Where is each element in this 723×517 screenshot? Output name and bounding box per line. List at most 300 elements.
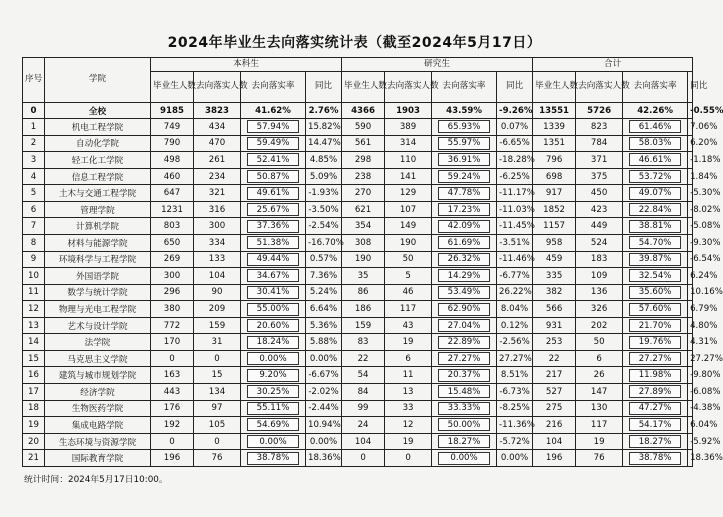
undergrad-graduates-cell: 9185: [151, 103, 194, 119]
undergrad-placed-cell: 434: [194, 119, 241, 136]
total-graduates-cell: 698: [533, 168, 576, 185]
graduate-graduates-cell: 190: [342, 251, 385, 268]
table-row: [23, 350, 693, 367]
undergrad-placed-cell: 321: [194, 185, 241, 202]
graduate-placed-cell: 107: [385, 201, 432, 218]
undergrad-rate-value: 20.60%: [247, 319, 299, 332]
total-graduates-cell: 216: [533, 417, 576, 434]
graduate-rate-cell: [432, 152, 497, 169]
total-rate-cell: [623, 218, 688, 235]
graduate-yoy-cell: -6.65%: [497, 135, 533, 152]
graduate-rate-cell: [432, 400, 497, 417]
table-row: [23, 218, 693, 235]
graduate-graduates-cell: 104: [342, 433, 385, 450]
group-header-row: [23, 58, 693, 72]
undergrad-yoy-cell: 2.76%: [306, 103, 342, 119]
total-yoy-cell: -1.18%: [688, 152, 693, 169]
total-graduates-cell: 104: [533, 433, 576, 450]
total-rate-value: 27.89%: [629, 385, 681, 398]
graduate-placed-cell: 50: [385, 251, 432, 268]
row-seq: 19: [23, 417, 45, 434]
row-college-name: 数学与统计学院: [45, 284, 151, 301]
total-graduates-cell: 382: [533, 284, 576, 301]
total-placed-cell: 450: [576, 185, 623, 202]
graduate-placed-cell: 141: [385, 168, 432, 185]
table-row: [23, 301, 693, 318]
total-rate-value: 47.27%: [629, 402, 681, 415]
total-rate-cell: [623, 317, 688, 334]
total-graduates-cell: 931: [533, 317, 576, 334]
total-rate-value: 35.60%: [629, 286, 681, 299]
total-placed-cell: 449: [576, 218, 623, 235]
total-yoy-cell: 4.31%: [688, 334, 693, 351]
undergrad-rate-value: 25.67%: [247, 203, 299, 216]
total-placed-cell: 326: [576, 301, 623, 318]
row-college-name: 生态环境与资源学院: [45, 433, 151, 450]
row-college-name: 自动化学院: [45, 135, 151, 152]
undergrad-graduates-cell: 170: [151, 334, 194, 351]
undergrad-placed-cell: 134: [194, 384, 241, 401]
undergrad-graduates-cell: 650: [151, 234, 194, 251]
undergrad-rate-cell: [241, 152, 306, 169]
total-yoy-cell: 18.36%: [688, 450, 693, 467]
table-row-all-school: [23, 103, 693, 119]
graduate-rate-value: 59.24%: [438, 170, 490, 183]
row-seq: 0: [23, 103, 45, 119]
undergrad-yoy-cell: -2.02%: [306, 384, 342, 401]
total-placed-cell: 423: [576, 201, 623, 218]
total-yoy-header: 同比: [688, 72, 693, 103]
undergrad-graduates-cell: 0: [151, 433, 194, 450]
undergrad-rate-cell: [241, 450, 306, 467]
total-rate-value: 11.98%: [629, 369, 681, 382]
undergrad-placed-cell: 90: [194, 284, 241, 301]
graduate-graduates-cell: 54: [342, 367, 385, 384]
undergrad-placed-cell: 0: [194, 433, 241, 450]
undergrad-yoy-cell: 5.88%: [306, 334, 342, 351]
total-rate-cell: [623, 350, 688, 367]
undergrad-rate-cell: [241, 251, 306, 268]
undergrad-group-header: 本科生: [151, 58, 342, 72]
graduate-placed-cell: 149: [385, 218, 432, 235]
total-rate-value: 42.26%: [637, 105, 673, 116]
table-row: [23, 185, 693, 202]
total-graduates-cell: 1351: [533, 135, 576, 152]
undergrad-placed-cell: 0: [194, 350, 241, 367]
row-college-name: 信息工程学院: [45, 168, 151, 185]
graduate-yoy-cell: -6.25%: [497, 168, 533, 185]
row-seq: 11: [23, 284, 45, 301]
undergrad-rate-value: 49.44%: [247, 253, 299, 266]
total-graduates-cell: 275: [533, 400, 576, 417]
total-rate-cell: [623, 185, 688, 202]
row-college-name: 物理与光电工程学院: [45, 301, 151, 318]
undergrad-rate-value: 41.62%: [255, 105, 291, 116]
undergrad-yoy-cell: 7.36%: [306, 268, 342, 285]
employment-stats-table: [22, 57, 723, 467]
graduate-graduates-cell: 270: [342, 185, 385, 202]
undergrad-yoy-cell: 0.00%: [306, 433, 342, 450]
total-placed-cell: 375: [576, 168, 623, 185]
total-graduates-cell: 917: [533, 185, 576, 202]
undergrad-yoy-cell: -3.50%: [306, 201, 342, 218]
undergrad-placed-cell: 3823: [194, 103, 241, 119]
total-graduates-cell: 335: [533, 268, 576, 285]
graduate-placed-cell: 389: [385, 119, 432, 136]
graduate-yoy-cell: -6.77%: [497, 268, 533, 285]
undergrad-rate-value: 0.00%: [247, 352, 299, 365]
undergrad-rate-value: 55.11%: [247, 402, 299, 415]
graduate-yoy-cell: -9.26%: [497, 103, 533, 119]
undergrad-placed-cell: 300: [194, 218, 241, 235]
undergrad-rate-cell: [241, 334, 306, 351]
graduate-rate-cell: [432, 284, 497, 301]
total-placed-cell: 183: [576, 251, 623, 268]
graduate-placed-cell: 12: [385, 417, 432, 434]
graduate-placed-cell: 190: [385, 234, 432, 251]
graduate-rate-value: 42.09%: [438, 220, 490, 233]
row-college-name: 计算机学院: [45, 218, 151, 235]
graduate-yoy-cell: 8.04%: [497, 301, 533, 318]
total-graduates-cell: 527: [533, 384, 576, 401]
row-seq: 16: [23, 367, 45, 384]
table-row: [23, 317, 693, 334]
undergrad-rate-cell: [241, 284, 306, 301]
total-rate-value: 19.76%: [629, 336, 681, 349]
total-graduates-cell: 1339: [533, 119, 576, 136]
graduate-rate-cell: [432, 201, 497, 218]
undergrad-yoy-cell: -1.93%: [306, 185, 342, 202]
table-row: [23, 135, 693, 152]
undergrad-graduates-cell: 176: [151, 400, 194, 417]
undergrad-yoy-cell: -16.70%: [306, 234, 342, 251]
row-seq: 8: [23, 234, 45, 251]
total-graduates-cell: 958: [533, 234, 576, 251]
total-graduates-cell: 566: [533, 301, 576, 318]
graduate-rate-value: 36.91%: [438, 153, 490, 166]
graduate-placed-cell: 19: [385, 334, 432, 351]
graduate-yoy-cell: -5.72%: [497, 433, 533, 450]
undergrad-rate-value: 34.67%: [247, 269, 299, 282]
graduate-graduates-cell: 621: [342, 201, 385, 218]
graduate-rate-cell: [432, 185, 497, 202]
undergrad-rate-cell: [241, 185, 306, 202]
table-row: [23, 334, 693, 351]
total-placed-cell: 130: [576, 400, 623, 417]
table-row: [23, 201, 693, 218]
graduate-rate-value: 43.59%: [446, 105, 482, 116]
undergrad-rate-cell: [241, 400, 306, 417]
total-rate-value: 27.27%: [629, 352, 681, 365]
undergrad-rate-cell: [241, 367, 306, 384]
undergrad-graduates-cell: 749: [151, 119, 194, 136]
graduate-yoy-cell: 26.22%: [497, 284, 533, 301]
total-yoy-cell: -5.08%: [688, 218, 693, 235]
graduate-yoy-cell: -6.73%: [497, 384, 533, 401]
undergrad-rate-value: 18.24%: [247, 336, 299, 349]
row-seq: 20: [23, 433, 45, 450]
undergrad-rate-value: 54.69%: [247, 418, 299, 431]
graduate-rate-cell: [432, 135, 497, 152]
graduate-placed-cell: 46: [385, 284, 432, 301]
table-row: [23, 152, 693, 169]
undergrad-placed-cell: 209: [194, 301, 241, 318]
total-graduates-cell: 22: [533, 350, 576, 367]
table-row: [23, 433, 693, 450]
graduate-yoy-cell: -11.46%: [497, 251, 533, 268]
undergrad-graduates-cell: 0: [151, 350, 194, 367]
graduate-rate-value: 17.23%: [438, 203, 490, 216]
row-seq: 7: [23, 218, 45, 235]
undergrad-rate-cell: [241, 384, 306, 401]
undergrad-rate-cell: [241, 119, 306, 136]
graduate-rate-cell: [432, 103, 497, 119]
total-rate-cell: [623, 284, 688, 301]
table-row: [23, 119, 693, 136]
graduate-yoy-cell: -11.45%: [497, 218, 533, 235]
row-seq: 12: [23, 301, 45, 318]
undergrad-rate-cell: [241, 417, 306, 434]
undergrad-graduates-cell: 772: [151, 317, 194, 334]
graduate-rate-value: 20.37%: [438, 369, 490, 382]
graduate-graduates-cell: 561: [342, 135, 385, 152]
total-yoy-cell: 10.16%: [688, 284, 693, 301]
graduate-placed-cell: 43: [385, 317, 432, 334]
table-row: [23, 284, 693, 301]
total-rate-cell: [623, 433, 688, 450]
undergrad-placed-cell: 104: [194, 268, 241, 285]
graduate-yoy-cell: -11.17%: [497, 185, 533, 202]
undergrad-rate-cell: [241, 433, 306, 450]
total-placed-cell: 6: [576, 350, 623, 367]
total-yoy-cell: -8.02%: [688, 201, 693, 218]
undergrad-rate-cell: [241, 301, 306, 318]
undergrad-placed-cell: 76: [194, 450, 241, 467]
graduate-rate-value: 47.78%: [438, 187, 490, 200]
total-rate-cell: [623, 251, 688, 268]
row-seq: 1: [23, 119, 45, 136]
row-college-name: 生物医药学院: [45, 400, 151, 417]
graduate-yoy-cell: 0.12%: [497, 317, 533, 334]
undergrad-placed-header: 去向落实人数: [194, 72, 241, 103]
graduate-yoy-cell: -11.03%: [497, 201, 533, 218]
graduate-rate-cell: [432, 301, 497, 318]
row-college-name: 马克思主义学院: [45, 350, 151, 367]
undergrad-yoy-cell: 14.47%: [306, 135, 342, 152]
total-rate-value: 58.03%: [629, 137, 681, 150]
graduate-rate-cell: [432, 119, 497, 136]
graduate-graduates-cell: 24: [342, 417, 385, 434]
total-rate-cell: [623, 135, 688, 152]
row-college-name: 法学院: [45, 334, 151, 351]
total-graduates-cell: 796: [533, 152, 576, 169]
graduate-rate-value: 27.04%: [438, 319, 490, 332]
row-seq: 14: [23, 334, 45, 351]
total-placed-cell: 202: [576, 317, 623, 334]
graduate-rate-cell: [432, 367, 497, 384]
graduate-rate-value: 0.00%: [438, 452, 490, 465]
graduate-graduates-cell: 22: [342, 350, 385, 367]
undergrad-rate-cell: [241, 135, 306, 152]
table-row: [23, 417, 693, 434]
graduate-rate-header: 去向落实率: [432, 72, 497, 103]
graduate-graduates-cell: 354: [342, 218, 385, 235]
total-rate-cell: [623, 367, 688, 384]
total-yoy-cell: 6.04%: [688, 417, 693, 434]
total-placed-cell: 784: [576, 135, 623, 152]
undergrad-rate-value: 52.41%: [247, 153, 299, 166]
row-seq: 17: [23, 384, 45, 401]
undergrad-graduates-cell: 443: [151, 384, 194, 401]
graduate-placed-cell: 0: [385, 450, 432, 467]
row-college-name: 外国语学院: [45, 268, 151, 285]
total-yoy-cell: 6.24%: [688, 268, 693, 285]
row-college-name: 艺术与设计学院: [45, 317, 151, 334]
row-college-name: 环境科学与工程学院: [45, 251, 151, 268]
table-row: [23, 251, 693, 268]
graduate-placed-header: 去向落实人数: [385, 72, 432, 103]
graduate-rate-value: 53.49%: [438, 286, 490, 299]
undergrad-rate-value: 57.94%: [247, 120, 299, 133]
graduate-placed-cell: 6: [385, 350, 432, 367]
total-graduates-cell: 253: [533, 334, 576, 351]
total-placed-cell: 117: [576, 417, 623, 434]
table-row: [23, 367, 693, 384]
total-rate-cell: [623, 384, 688, 401]
total-graduates-cell: 1157: [533, 218, 576, 235]
row-college-name: 国际教育学院: [45, 450, 151, 467]
row-seq: 21: [23, 450, 45, 467]
graduate-graduates-cell: 99: [342, 400, 385, 417]
total-yoy-cell: -5.92%: [688, 433, 693, 450]
total-rate-cell: [623, 201, 688, 218]
table-row: [23, 450, 693, 467]
graduate-rate-value: 27.27%: [438, 352, 490, 365]
undergrad-placed-cell: 316: [194, 201, 241, 218]
undergrad-graduates-cell: 498: [151, 152, 194, 169]
row-college-name: 全校: [45, 103, 151, 119]
graduate-rate-value: 26.32%: [438, 253, 490, 266]
undergrad-rate-header: 去向落实率: [241, 72, 306, 103]
undergrad-yoy-cell: -2.54%: [306, 218, 342, 235]
total-rate-header: 去向落实率: [623, 72, 688, 103]
row-college-name: 建筑与城市规划学院: [45, 367, 151, 384]
undergrad-rate-value: 9.20%: [247, 369, 299, 382]
undergrad-placed-cell: 159: [194, 317, 241, 334]
row-college-name: 土木与交通工程学院: [45, 185, 151, 202]
graduate-rate-value: 62.90%: [438, 303, 490, 316]
total-rate-cell: [623, 168, 688, 185]
undergrad-placed-cell: 234: [194, 168, 241, 185]
total-rate-value: 22.84%: [629, 203, 681, 216]
total-rate-cell: [623, 103, 688, 119]
undergrad-placed-cell: 15: [194, 367, 241, 384]
undergrad-rate-cell: [241, 268, 306, 285]
total-rate-value: 38.78%: [629, 452, 681, 465]
undergrad-yoy-cell: -6.67%: [306, 367, 342, 384]
graduate-rate-value: 65.93%: [438, 120, 490, 133]
total-yoy-cell: -9.30%: [688, 234, 693, 251]
college-header: 学院: [45, 58, 151, 103]
total-graduates-cell: 217: [533, 367, 576, 384]
graduate-yoy-cell: 0.00%: [497, 450, 533, 467]
graduate-graduates-cell: 0: [342, 450, 385, 467]
undergrad-rate-value: 30.41%: [247, 286, 299, 299]
graduate-graduates-cell: 298: [342, 152, 385, 169]
total-yoy-cell: 6.20%: [688, 135, 693, 152]
undergrad-graduates-cell: 196: [151, 450, 194, 467]
total-yoy-cell: 27.27%: [688, 350, 693, 367]
graduate-rate-cell: [432, 268, 497, 285]
undergrad-yoy-cell: 6.64%: [306, 301, 342, 318]
total-placed-cell: 371: [576, 152, 623, 169]
total-rate-cell: [623, 234, 688, 251]
row-college-name: 集成电路学院: [45, 417, 151, 434]
total-rate-value: 53.72%: [629, 170, 681, 183]
total-placed-cell: 26: [576, 367, 623, 384]
row-college-name: 机电工程学院: [45, 119, 151, 136]
total-placed-cell: 147: [576, 384, 623, 401]
total-rate-value: 54.17%: [629, 418, 681, 431]
total-graduates-cell: 459: [533, 251, 576, 268]
undergrad-rate-value: 30.25%: [247, 385, 299, 398]
total-placed-cell: 5726: [576, 103, 623, 119]
total-yoy-cell: -0.55%: [688, 103, 693, 119]
graduate-graduates-cell: 35: [342, 268, 385, 285]
graduate-rate-value: 55.97%: [438, 137, 490, 150]
undergrad-graduates-cell: 163: [151, 367, 194, 384]
graduate-placed-cell: 110: [385, 152, 432, 169]
graduate-rate-cell: [432, 450, 497, 467]
graduate-group-header: 研究生: [342, 58, 533, 72]
undergrad-rate-cell: [241, 103, 306, 119]
table-row: [23, 268, 693, 285]
graduate-placed-cell: 11: [385, 367, 432, 384]
total-rate-value: 21.70%: [629, 319, 681, 332]
undergrad-graduates-cell: 300: [151, 268, 194, 285]
undergrad-yoy-cell: 5.24%: [306, 284, 342, 301]
undergrad-placed-cell: 105: [194, 417, 241, 434]
total-rate-value: 61.46%: [629, 120, 681, 133]
graduate-rate-value: 15.48%: [438, 385, 490, 398]
undergrad-graduates-header: 毕业生人数: [151, 72, 194, 103]
graduate-yoy-cell: -18.28%: [497, 152, 533, 169]
graduate-placed-cell: 5: [385, 268, 432, 285]
graduate-yoy-cell: -11.36%: [497, 417, 533, 434]
total-group-header: 合计: [533, 58, 693, 72]
undergrad-graduates-cell: 380: [151, 301, 194, 318]
undergrad-graduates-cell: 269: [151, 251, 194, 268]
row-seq: 18: [23, 400, 45, 417]
total-placed-cell: 76: [576, 450, 623, 467]
undergrad-placed-cell: 97: [194, 400, 241, 417]
undergrad-rate-value: 59.49%: [247, 137, 299, 150]
undergrad-rate-cell: [241, 234, 306, 251]
page-title: 2024年毕业生去向落实统计表（截至2024年5月17日）: [167, 35, 542, 51]
table-row: [23, 384, 693, 401]
total-graduates-cell: 196: [533, 450, 576, 467]
total-rate-value: 49.07%: [629, 187, 681, 200]
graduate-graduates-cell: 238: [342, 168, 385, 185]
total-placed-cell: 50: [576, 334, 623, 351]
graduate-graduates-cell: 83: [342, 334, 385, 351]
graduate-graduates-cell: 159: [342, 317, 385, 334]
total-rate-value: 46.61%: [629, 153, 681, 166]
total-rate-cell: [623, 268, 688, 285]
graduate-placed-cell: 1903: [385, 103, 432, 119]
undergrad-rate-cell: [241, 218, 306, 235]
undergrad-yoy-cell: 0.57%: [306, 251, 342, 268]
